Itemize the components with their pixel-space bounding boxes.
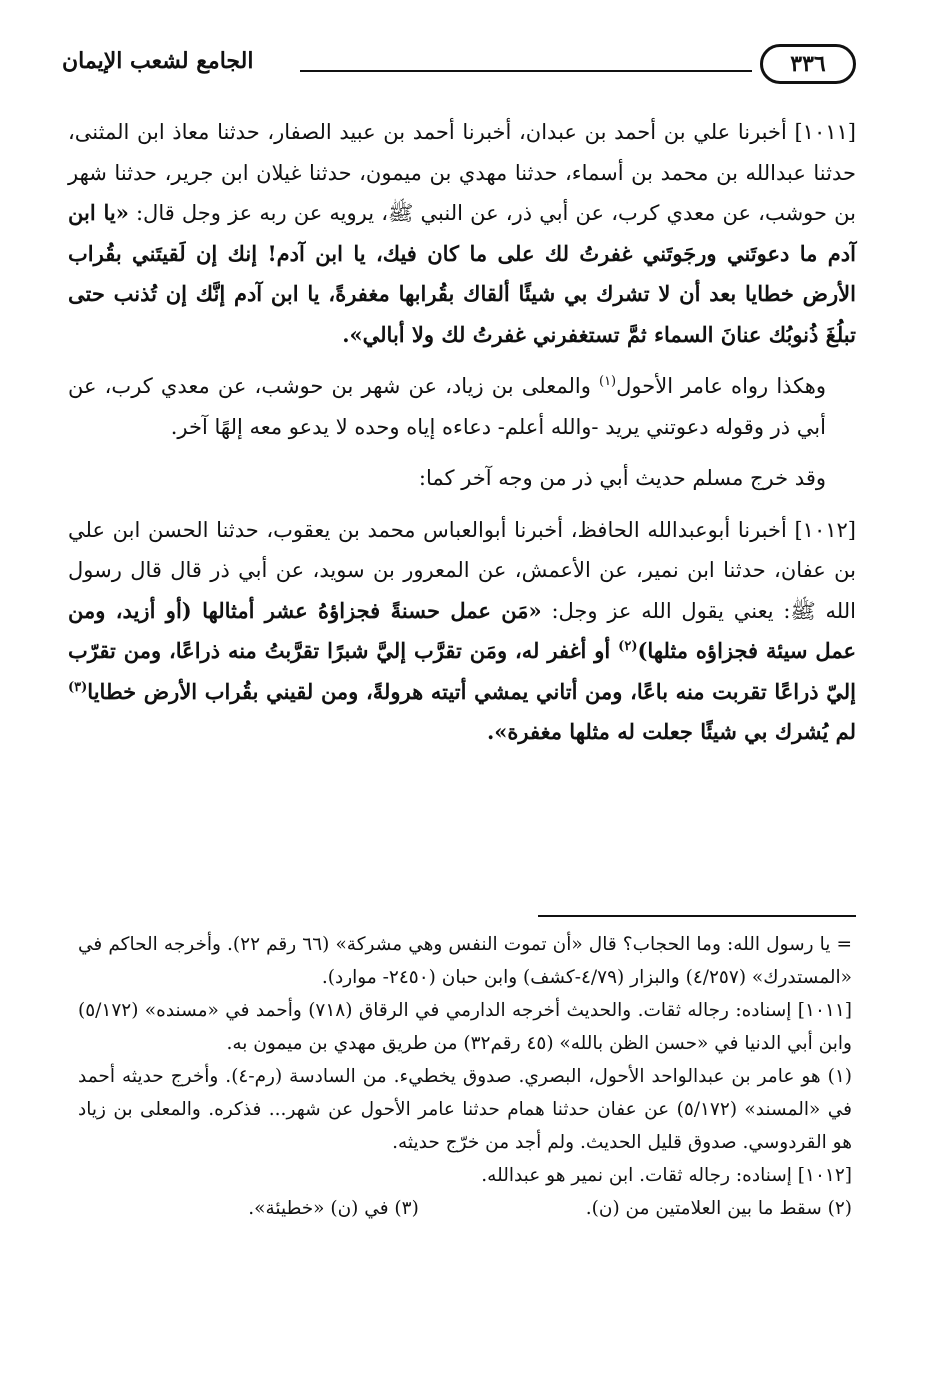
footnotes [78, 928, 852, 1225]
hadith-1012-isnad: [١٠١٢] أخبرنا أبوعبدالله الحافظ، أخبرنا أبوالعباس محمد بن يعقوب، حدثنا الحسن ابن علي بن عفان، حدثنا ابن نمير، عن الأعمش، عن المعرور بن سويد، عن أبي ذر قال قال رسول الله ﷺ: يعني يقول الله عز وجل: [68, 517, 856, 623]
hadith-1011 [68, 112, 856, 355]
footnotes-2-3 [248, 1192, 852, 1225]
page-number: ٣٣٦ [760, 44, 856, 84]
paragraph-riwaya-start: وهكذا رواه عامر الأحول [616, 374, 826, 398]
hadith-1011-isnad: [١٠١١] أخبرنا علي بن أحمد بن عبدان، أخبرنا أحمد بن عبيد الصفار، حدثنا معاذ ابن المثنى، حدثنا عبدالله بن محمد بن أسماء، حدثنا مهدي بن ميمون، حدثنا غيلان ابن جرير، حدثنا شهر بن حوشب، عن معدي كرب، عن أبي ذر، عن النبي ﷺ، يرويه عن ربه عز وجل قال: [68, 120, 856, 225]
hadith-1011-matn: «يا ابن آدم ما دعوتَني ورجَوتَني غفرتُ لك على ما كان فيك، يا ابن آدم! إنك إن لَقيتَني بقُراب الأرض خطايا بعد أن لا تشرك بي شيئًا ألقاك بقُرابها مغفرةً، يا ابن آدم إنَّك إن تُذنب حتى تبلُغَ ذُنوبُك عنانَ السماء ثمَّ تستغفرني غفرتُ لك ولا أبالي». [68, 200, 856, 347]
book-title: الجامع لشعب الإيمان [62, 48, 254, 74]
page-header [62, 40, 856, 100]
footnote-1: (١) هو عامر بن عبدالواحد الأحول، البصري. صدوق يخطيء. من السادسة (رم-٤). وأخرج حديثه أحمد في «المسند» (٥/١٧٢) عن عفان حدثنا همام حدثنا عامر الأحول عن شهر... فذكره. والمعلى بن زياد هو القردوسي. صدوق قليل الحديث. ولم أجد من خرّج حديثه. [78, 1066, 852, 1153]
hadith-1012-matn-a: «مَن عمل حسنةً فجزاؤهُ عشر أمثالها (أو أزيد، ومن عمل سيئة فجزاؤه مثلها) [68, 597, 856, 663]
footnote-3: (٣) في (ن) «خطيئة». [248, 1198, 419, 1219]
footnote-continued: = يا رسول الله: وما الحجاب؟ قال «أن تموت النفس وهي مشركة» (٦٦ رقم ٢٢). وأخرجه الحاكم في «المستدرك» (٤/٢٥٧) والبزار (٤/٧٩-كشف) وابن حبان (٢٤٥٠- موارد). [78, 934, 852, 988]
footnote-2: (٢) سقط ما بين العلامتين من (ن). [585, 1198, 852, 1219]
footnote-ref-3[interactable]: (٣) [68, 679, 88, 695]
hadith-1012-matn-b: أو أغفر له، ومَن تقرَّب إليَّ شبرًا تقرَّبتُ منه ذراعًا، ومن تقرّب إليّ ذراعًا تقربت منه باعًا، ومن أتاني يمشي أتيته هرولةً، ومن لقيني بقُراب الأرض خطايا [68, 638, 856, 704]
footnote-1011: [١٠١١] إسناده: رجاله ثقات. والحديث أخرجه الدارمي في الرقاق (٧١٨) وأحمد في «مسنده» (٥/١٧٢) وابن أبي الدنيا في «حسن الظن بالله» (٤٥ رقم٣٢) من طريق مهدي بن ميمون به. [78, 1000, 852, 1054]
paragraph-muslim: وقد خرج مسلم حديث أبي ذر من وجه آخر كما: [418, 466, 826, 490]
footnote-ref-2[interactable]: (٢) [618, 639, 638, 654]
hadith-1012 [68, 510, 856, 753]
footnote-separator [538, 915, 856, 917]
main-text [68, 112, 856, 753]
header-rule [300, 70, 752, 72]
hadith-1012-matn-c: لم يُشرك بي شيئًا جعلت له مثلها مغفرة». [486, 719, 856, 744]
paragraph-riwaya-end: والمعلى بن زياد، عن شهر بن حوشب، عن معدي كرب، عن أبي ذر وقوله دعوتني يريد -والله أعلم- دعاءه إياه وحده لا يدعو معه إلهًا آخر. [68, 374, 826, 439]
footnote-1012: [١٠١٢] إسناده: رجاله ثقات. ابن نمير هو عبدالله. [481, 1165, 852, 1186]
footnote-ref-1[interactable]: (١) [598, 374, 617, 389]
paragraph-riwaya [68, 366, 856, 447]
